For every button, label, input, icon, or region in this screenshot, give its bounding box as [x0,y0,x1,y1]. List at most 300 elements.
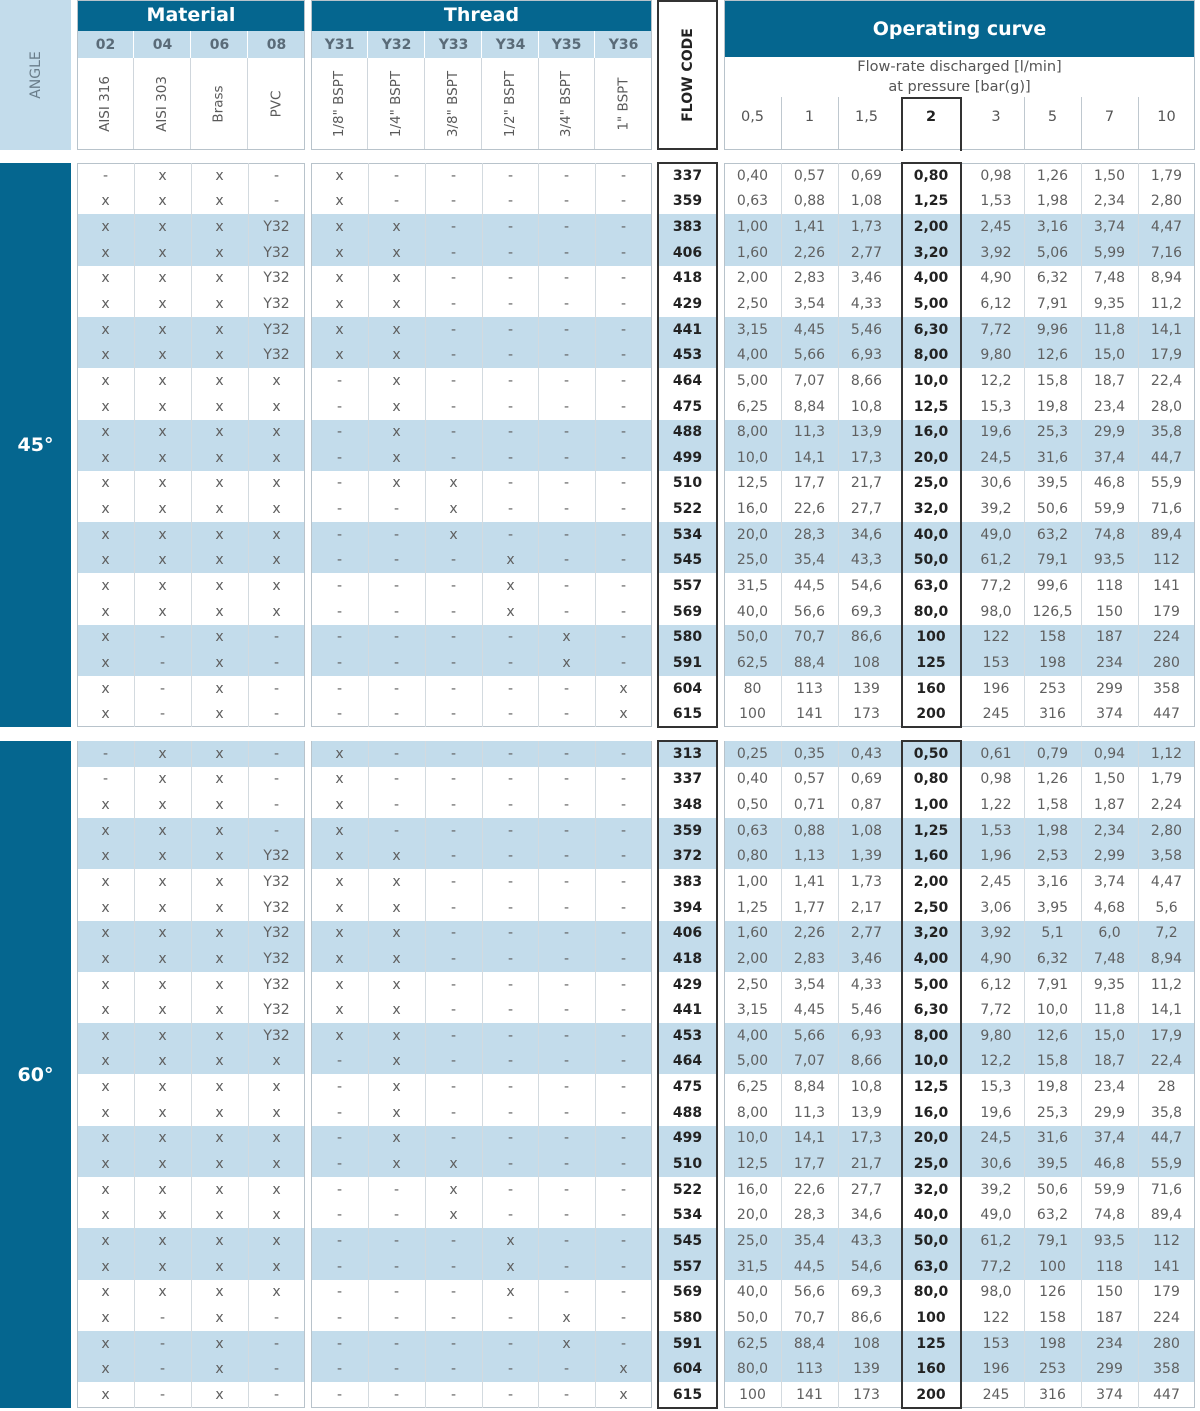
flow-rate-cell: 17,7 [793,1156,826,1172]
thread-cell: - [563,1002,570,1018]
thread-cell: - [563,1182,570,1198]
thread-cell: - [563,797,570,813]
thread-cell: x [335,900,344,916]
thread-cell: x [449,501,458,517]
flow-rate-cell: 3,58 [1150,848,1183,864]
material-code-08: 08 [266,36,287,53]
flow-rate-cell: 1,41 [793,219,826,235]
pressure-header-divider [1081,97,1082,149]
flow-code-cell: 418 [672,951,703,967]
thread-cell: - [450,797,457,813]
thread-cell: x [392,1028,401,1044]
flow-rate-cell: 139 [853,681,880,697]
material-cell: x [272,1259,281,1275]
thread-cell: - [393,771,400,787]
thread-cell: x [392,1156,401,1172]
flow-rate-cell: 22,4 [1150,1053,1183,1069]
flow-rate-cell: 69,3 [850,604,883,620]
flow-code-cell: 348 [672,797,703,813]
material-cell: x [158,1002,167,1018]
flow-code-cell: 569 [672,604,703,620]
flow-rate-cell: 2,00 [913,219,949,235]
material-cell: - [102,771,109,787]
material-cell: x [158,900,167,916]
thread-cell: - [563,347,570,363]
material-cell: x [215,450,224,466]
flow-rate-cell: 77,2 [980,1259,1012,1275]
flow-rate-cell: 17,3 [850,450,883,466]
thread-cell: - [507,1130,514,1146]
flow-rate-cell: 22,4 [1150,373,1183,389]
material-cell: x [101,977,110,993]
thread-cell: - [336,373,343,389]
thread-col-divider [425,741,426,1408]
thread-cell: - [450,168,457,184]
thread-cell: - [507,655,514,671]
flow-code-cell: 615 [672,1387,703,1403]
flow-rate-cell: 40,0 [736,1284,769,1300]
flow-rate-cell: 1,98 [1036,823,1069,839]
flow-rate-cell: 2,99 [1093,848,1126,864]
thread-cell: x [335,823,344,839]
thread-name-label: 1/4" BSPT [388,70,404,137]
flow-rate-cell: 1,13 [793,848,826,864]
flow-rate-cell: 24,5 [980,1130,1012,1146]
material-cell: Y32 [263,951,290,967]
thread-cell: x [335,168,344,184]
material-cell: Y32 [263,874,290,890]
thread-cell: - [336,424,343,440]
material-cell: x [215,797,224,813]
material-cell: - [273,771,280,787]
thread-cell: x [335,746,344,762]
material-cell: x [215,1028,224,1044]
thread-name-Y36 [595,58,652,149]
flow-rate-cell: 253 [1039,1361,1066,1377]
thread-cell: x [392,475,401,491]
thread-cell: - [450,1233,457,1249]
flow-rate-cell: 13,9 [850,1105,883,1121]
flow-rate-cell: 2,17 [850,900,883,916]
thread-cell: x [506,552,515,568]
flow-code-cell: 545 [672,552,703,568]
flow-rate-cell: 17,9 [1150,347,1183,363]
flow-rate-cell: 63,0 [913,1259,949,1275]
flow-rate-cell: 4,68 [1093,900,1126,916]
material-cell: x [101,475,110,491]
flow-rate-cell: 46,8 [1093,1156,1126,1172]
thread-cell: - [563,874,570,890]
thread-cell: - [620,629,627,645]
material-cell: x [158,951,167,967]
flow-rate-cell: 10,0 [913,1053,949,1069]
material-cell: - [273,193,280,209]
thread-cell: - [450,1053,457,1069]
thread-cell: - [336,1387,343,1403]
thread-cell: - [563,527,570,543]
material-cell: - [273,1336,280,1352]
thread-cell: - [507,746,514,762]
flow-rate-cell: 2,80 [1150,823,1183,839]
pressure-header-divider [1024,97,1025,149]
material-cell: x [272,424,281,440]
flow-rate-cell: 0,50 [736,797,769,813]
flow-rate-cell: 15,0 [1093,1028,1126,1044]
thread-cell: - [507,1336,514,1352]
material-cell: x [215,1130,224,1146]
material-cell: x [272,1105,281,1121]
flow-rate-cell: 50,6 [1036,501,1069,517]
thread-cell: - [507,373,514,389]
thread-cell: - [393,1361,400,1377]
flow-rate-cell: 2,24 [1150,797,1183,813]
material-cell: Y32 [263,848,290,864]
flow-rate-cell: 173 [853,706,880,722]
material-cell: x [272,1207,281,1223]
thread-cell: - [620,746,627,762]
flow-rate-cell: 196 [982,681,1010,697]
flow-rate-cell: 0,61 [980,746,1012,762]
thread-cell: - [450,1028,457,1044]
flow-rate-cell: 12,6 [1036,1028,1069,1044]
flow-rate-cell: 5,99 [1093,245,1126,261]
flow-rate-cell: 50,0 [736,1310,769,1326]
thread-cell: x [335,245,344,261]
flow-rate-cell: 118 [1096,578,1123,594]
material-cell: x [215,1105,224,1121]
flow-rate-cell: 141 [1153,578,1180,594]
thread-cell: x [335,977,344,993]
thread-title: Thread [312,1,651,31]
material-cell: x [101,1310,110,1326]
material-cell: x [215,655,224,671]
flow-rate-cell: 12,2 [980,373,1012,389]
thread-cell: - [336,1259,343,1275]
thread-cell: x [449,1156,458,1172]
flow-rate-cell: 1,50 [1093,771,1126,787]
flow-rate-cell: 2,34 [1093,823,1126,839]
flow-rate-cell: 8,00 [913,347,949,363]
flow-rate-cell: 20,0 [913,1130,949,1146]
material-cell: x [215,322,224,338]
material-cell: - [273,681,280,697]
flow-rate-cell: 14,1 [793,450,826,466]
material-cell: x [215,1002,224,1018]
flow-rate-cell: 27,7 [850,1182,883,1198]
flow-rate-cell: 0,71 [793,797,826,813]
flow-rate-cell: 16,0 [736,501,769,517]
flow-rate-cell: 100 [739,1387,766,1403]
thread-col-divider [482,741,483,1408]
flow-code-cell: 510 [672,1156,703,1172]
material-cell: x [101,629,110,645]
flow-rate-cell: 89,4 [1150,527,1183,543]
material-cell: x [158,424,167,440]
thread-cell: - [507,475,514,491]
material-cell: - [273,1387,280,1403]
flow-rate-cell: 28,0 [1150,399,1183,415]
material-name-label: PVC [268,90,285,117]
flow-rate-cell: 0,40 [736,168,769,184]
flow-rate-cell: 1,25 [736,900,769,916]
thread-cell: - [620,501,627,517]
flow-code-cell: 488 [672,424,703,440]
flow-code-cell: 429 [672,296,703,312]
flow-rate-cell: 5,00 [736,373,769,389]
flow-rate-cell: 28,3 [793,1207,826,1223]
flow-rate-cell: 20,0 [913,450,949,466]
material-cell: x [215,347,224,363]
flow-rate-cell: 93,5 [1093,1233,1126,1249]
flow-rate-cell: 299 [1096,681,1123,697]
flow-rate-cell: 71,6 [1150,501,1183,517]
flow-code-cell: 406 [672,245,703,261]
flow-rate-cell: 71,6 [1150,1182,1183,1198]
material-col-divider [134,163,135,727]
flow-rate-cell: 88,4 [793,655,826,671]
flow-rate-cell: 88,4 [793,1336,826,1352]
thread-cell: x [449,527,458,543]
flow-rate-cell: 10,8 [850,399,883,415]
flow-code-cell: 615 [672,706,703,722]
flow-rate-cell: 1,00 [913,797,949,813]
flow-rate-cell: 8,94 [1150,270,1183,286]
flow-rate-cell: 12,5 [913,1079,949,1095]
thread-cell: x [335,1028,344,1044]
thread-cell: - [336,399,343,415]
flow-rate-cell: 39,2 [980,501,1012,517]
material-cell: x [101,296,110,312]
flow-rate-cell: 316 [1039,706,1066,722]
flow-rate-cell: 0,80 [913,771,949,787]
material-cell: x [158,501,167,517]
thread-col-divider [595,163,596,727]
material-cell: Y32 [263,245,290,261]
pressure-col-divider [838,163,839,727]
material-cell: x [101,925,110,941]
flow-rate-cell: 141 [1153,1259,1180,1275]
thread-cell: - [336,1053,343,1069]
flow-rate-cell: 7,07 [793,1053,826,1069]
material-name-04 [134,58,191,149]
material-cell: x [158,270,167,286]
flow-rate-cell: 5,46 [850,1002,883,1018]
thread-cell: - [450,1361,457,1377]
material-cell: x [101,552,110,568]
flow-rate-cell: 5,1 [1041,925,1064,941]
flow-rate-cell: 4,90 [980,951,1012,967]
material-cell: x [272,501,281,517]
thread-name-label: 3/4" BSPT [558,70,574,137]
flow-rate-cell: 21,7 [850,1156,883,1172]
flow-rate-cell: 8,66 [850,1053,883,1069]
flow-rate-cell: 126,5 [1032,604,1073,620]
flow-rate-cell: 12,6 [1036,347,1069,363]
thread-cell: - [507,823,514,839]
material-cell: - [273,1361,280,1377]
flow-rate-cell: 19,6 [980,424,1012,440]
material-cell: Y32 [263,347,290,363]
flow-rate-cell: 55,9 [1150,475,1183,491]
thread-cell: - [507,1079,514,1095]
thread-cell: - [393,1387,400,1403]
flow-rate-cell: 2,45 [980,874,1012,890]
thread-cell: - [393,629,400,645]
thread-cell: - [620,1028,627,1044]
flow-rate-cell: 24,5 [980,450,1012,466]
angle-block-1: 60° [0,741,71,1408]
flow-rate-cell: 99,6 [1036,578,1069,594]
flow-rate-cell: 61,2 [980,552,1012,568]
flow-rate-cell: 35,4 [793,1233,826,1249]
flow-rate-cell: 1,08 [850,823,883,839]
flow-rate-cell: 50,0 [913,552,949,568]
thread-cell: x [392,322,401,338]
thread-cell: x [392,270,401,286]
thread-cell: - [563,1156,570,1172]
flow-code-cell: 383 [672,219,703,235]
thread-cell: - [620,527,627,543]
thread-cell: - [563,193,570,209]
flow-rate-cell: 245 [982,1387,1010,1403]
material-cell: x [215,193,224,209]
material-cell: x [101,1336,110,1352]
material-cell: - [273,706,280,722]
material-cell: Y32 [263,296,290,312]
flow-rate-cell: 245 [982,706,1010,722]
thread-cell: - [563,1028,570,1044]
flow-rate-cell: 19,6 [980,1105,1012,1121]
material-cell: Y32 [263,925,290,941]
flow-code-cell: 522 [672,501,703,517]
pressure-2-column-frame [901,162,962,728]
angle-block-0: 45° [0,163,71,727]
flow-rate-cell: 40,0 [913,1207,949,1223]
material-cell: x [215,1387,224,1403]
flow-code-cell: 418 [672,270,703,286]
material-cell: - [159,1310,166,1326]
flow-code-cell: 464 [672,1053,703,1069]
thread-cell: - [620,925,627,941]
thread-cell: x [392,296,401,312]
material-cell: x [215,296,224,312]
material-cell: - [159,706,166,722]
flow-rate-cell: 31,6 [1036,450,1069,466]
flow-rate-cell: 22,6 [793,1182,826,1198]
material-col-divider [248,163,249,727]
flow-rate-cell: 1,25 [913,193,949,209]
thread-cell: - [393,1233,400,1249]
flow-rate-cell: 15,8 [1036,1053,1069,1069]
thread-cell: - [336,552,343,568]
thread-cell: x [335,951,344,967]
material-cell: - [159,1361,166,1377]
flow-rate-cell: 44,7 [1150,1130,1183,1146]
thread-cell: - [507,219,514,235]
flow-rate-cell: 5,66 [793,347,826,363]
flow-rate-cell: 44,5 [793,1259,826,1275]
flow-rate-cell: 62,5 [736,655,769,671]
material-cell: x [101,797,110,813]
flow-rate-cell: 63,2 [1036,527,1069,543]
thread-cell: - [450,219,457,235]
flow-rate-cell: 6,30 [913,322,949,338]
material-cell: x [101,848,110,864]
material-col-divider [134,741,135,1408]
thread-cell: - [620,1233,627,1249]
flow-rate-cell: 187 [1096,629,1123,645]
thread-cell: - [450,373,457,389]
flow-rate-cell: 6,93 [850,1028,883,1044]
thread-cell: - [507,848,514,864]
thread-cell: - [620,1310,627,1326]
material-cell: x [158,450,167,466]
flow-rate-cell: 1,39 [850,848,883,864]
flow-rate-cell: 2,50 [736,977,769,993]
thread-cell: - [563,245,570,261]
flow-rate-cell: 86,6 [850,1310,883,1326]
material-cell: x [101,347,110,363]
thread-cell: x [335,347,344,363]
thread-cell: x [392,1105,401,1121]
flow-rate-cell: 7,2 [1155,925,1178,941]
material-cell: x [272,1130,281,1146]
thread-cell: - [393,1207,400,1223]
thread-cell: - [393,746,400,762]
thread-cell: - [507,1156,514,1172]
material-name-label: AISI 316 [96,75,113,132]
flow-rate-cell: 224 [1153,1310,1180,1326]
material-cell: x [101,1002,110,1018]
flow-rate-cell: 1,12 [1150,746,1183,762]
flow-rate-cell: 22,6 [793,501,826,517]
flow-code-cell: 337 [672,168,703,184]
material-cell: x [215,399,224,415]
flow-rate-cell: 11,3 [793,1105,826,1121]
flow-rate-cell: 0,98 [980,168,1012,184]
material-cell: x [215,771,224,787]
thread-cell: - [620,168,627,184]
material-cell: Y32 [263,900,290,916]
material-cell: x [158,1130,167,1146]
flow-rate-cell: 447 [1153,706,1180,722]
flow-rate-cell: 158 [1039,629,1066,645]
flow-rate-cell: 122 [982,629,1010,645]
flow-rate-cell: 1,53 [980,193,1012,209]
material-cell: x [215,1259,224,1275]
thread-cell: - [507,1028,514,1044]
thread-cell: - [393,681,400,697]
thread-cell: - [336,681,343,697]
thread-cell: - [336,1233,343,1249]
thread-cell: - [620,823,627,839]
material-cell: x [101,450,110,466]
flow-rate-cell: 25,3 [1036,424,1069,440]
thread-cell: - [507,874,514,890]
material-cell: x [215,373,224,389]
thread-name-Y33 [425,58,482,149]
thread-cell: x [506,1284,515,1300]
flow-rate-cell: 6,93 [850,347,883,363]
flow-code-cell: 557 [672,1259,703,1275]
material-cell: - [159,655,166,671]
flow-rate-cell: 0,57 [793,771,826,787]
material-code-06: 06 [209,36,230,53]
flow-rate-cell: 70,7 [793,629,826,645]
flow-rate-cell: 100 [1039,1259,1066,1275]
thread-cell: - [450,1310,457,1326]
thread-cell: - [620,1053,627,1069]
